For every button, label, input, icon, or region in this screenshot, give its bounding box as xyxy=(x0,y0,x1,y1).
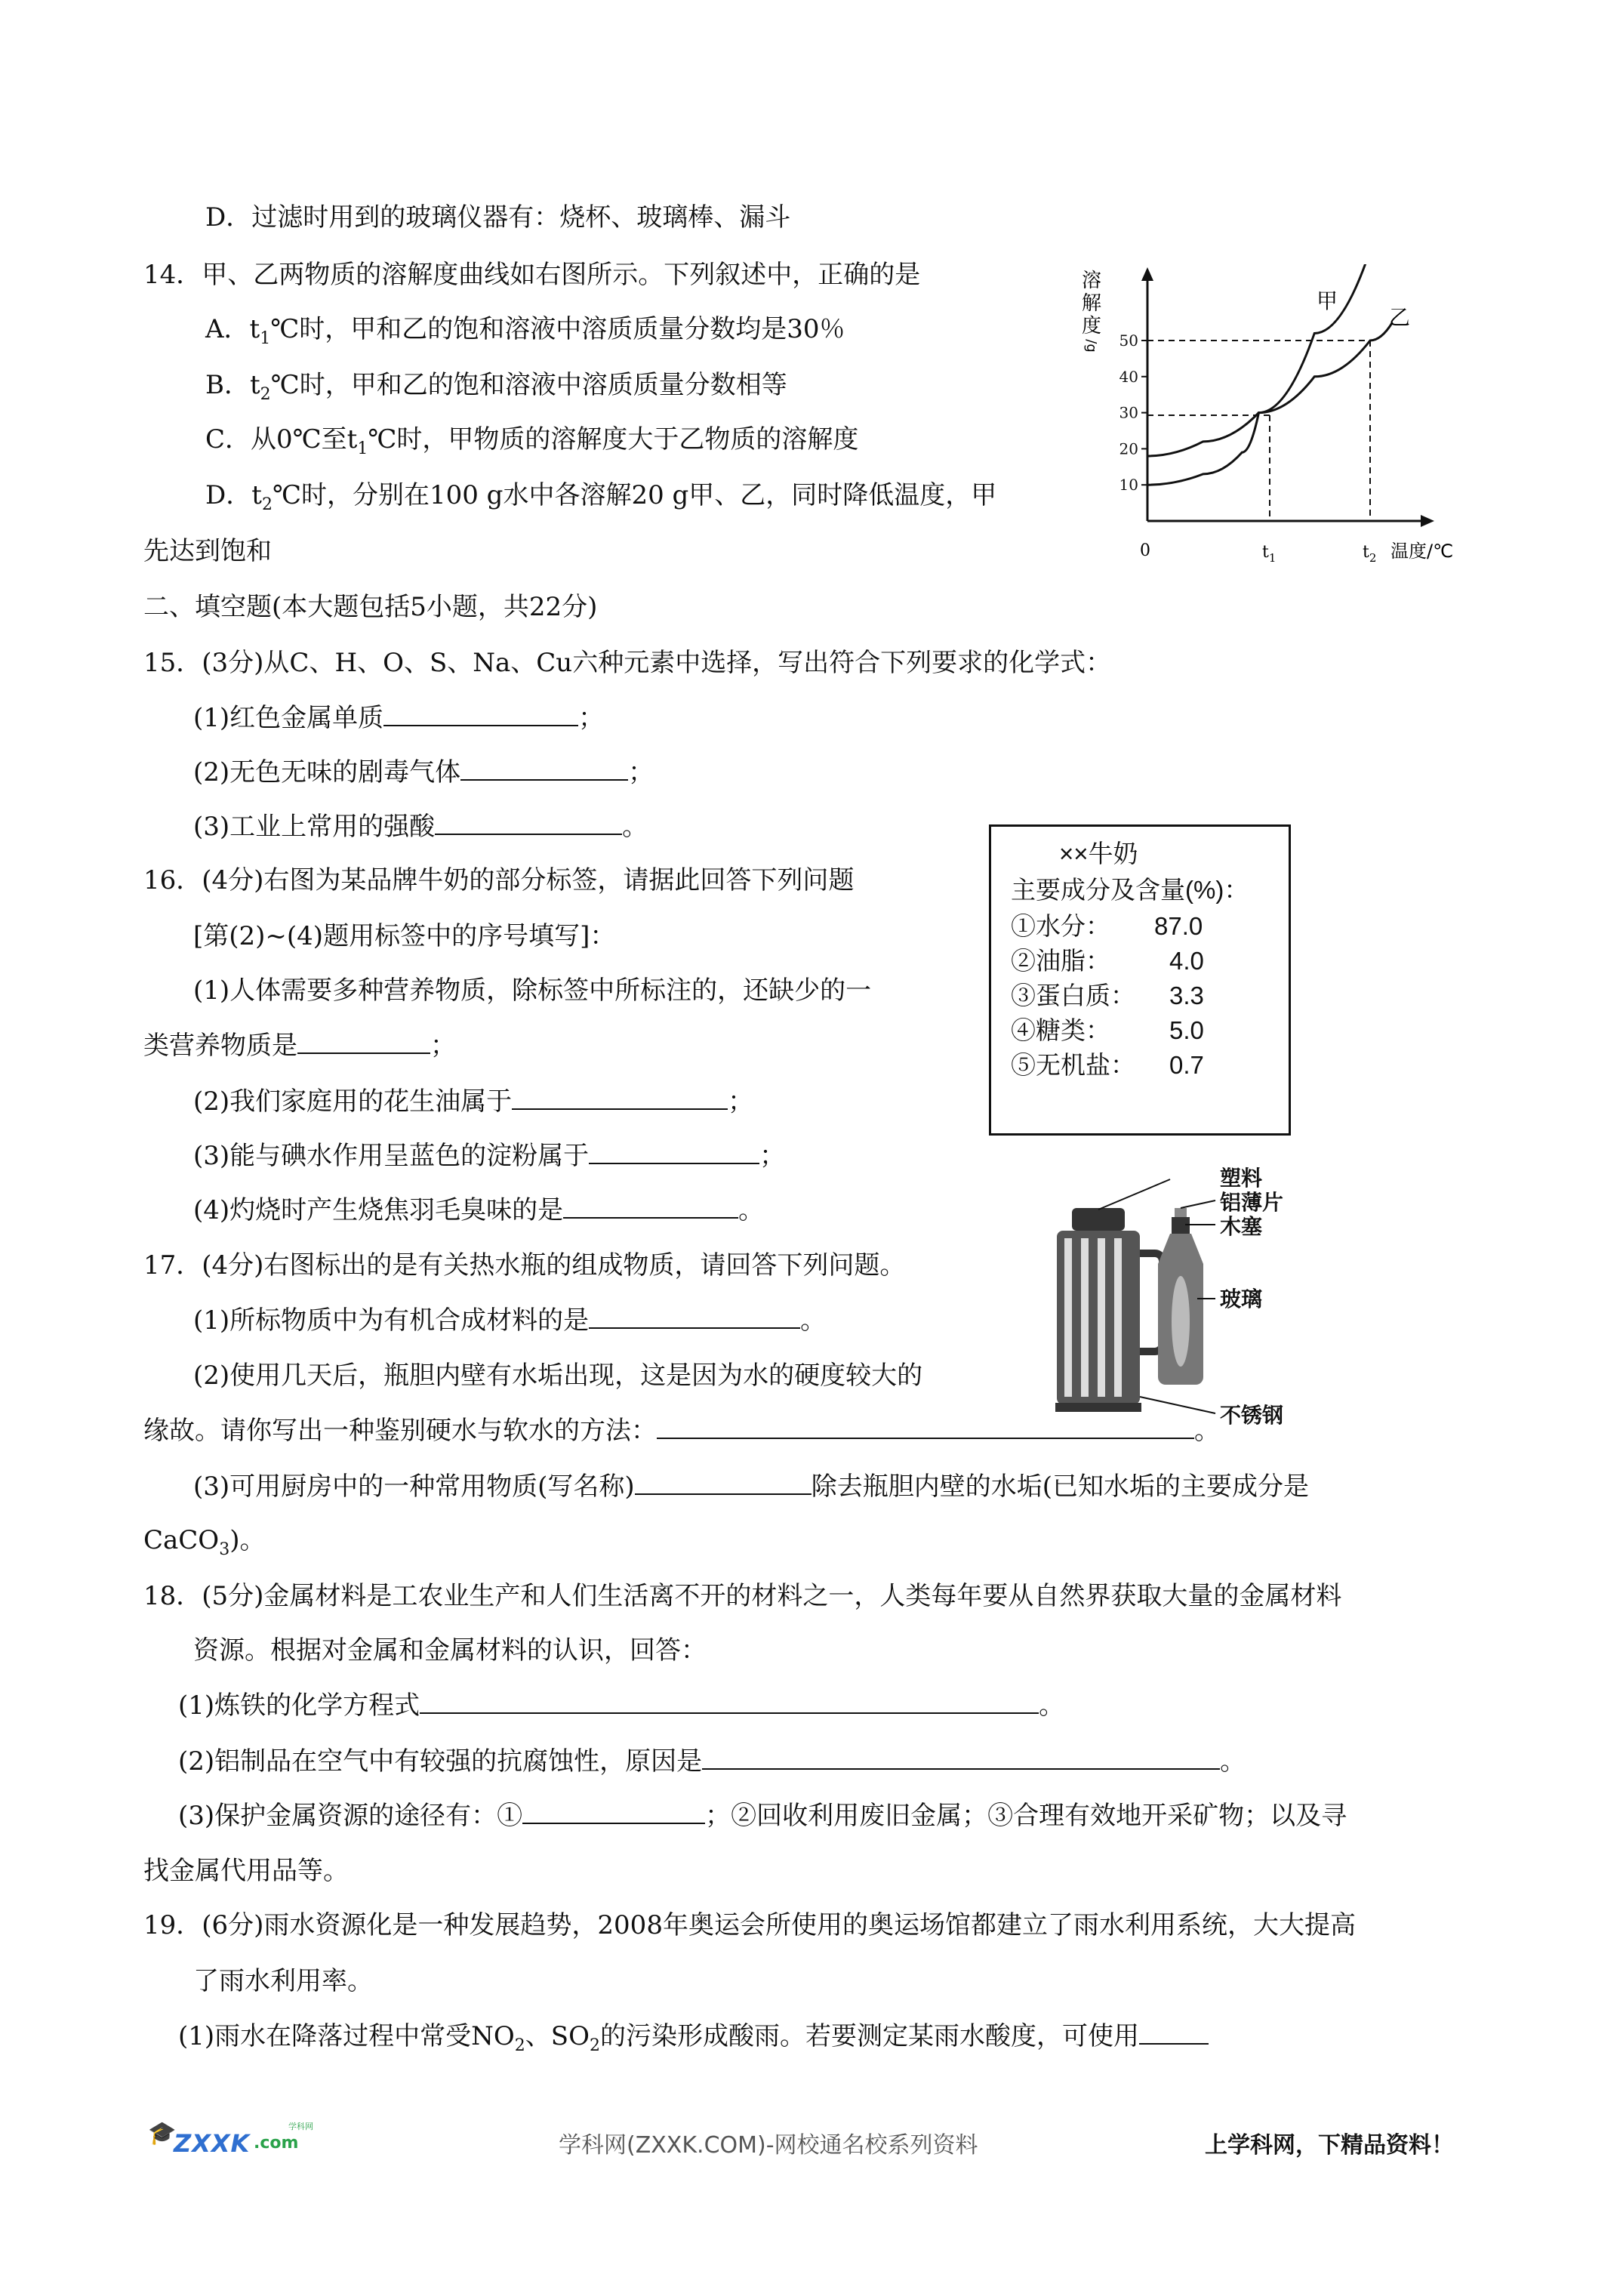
q15-answer-2-blank[interactable] xyxy=(460,755,628,781)
q17-part3-continued: CaCO$_3$)。 xyxy=(143,1525,266,1559)
y-tick-label-40: 40 xyxy=(1119,367,1138,386)
footer-right-text: 上学科网，下精品资料！ xyxy=(1205,2132,1454,2159)
q16-answer-1-blank[interactable] xyxy=(297,1028,430,1054)
y-tick-label-50: 50 xyxy=(1119,331,1138,350)
q14-option-d-continued: 先达到饱和 xyxy=(143,536,272,566)
chart-ylabel-2: 解 xyxy=(1081,292,1102,315)
q16-answer-4-blank[interactable] xyxy=(563,1193,738,1219)
q18-part2: (2)铝制品在空气中有较强的抗腐蚀性，原因是 。 xyxy=(178,1744,1246,1778)
milk-label-box xyxy=(989,824,1291,1136)
liner-foil xyxy=(1175,1208,1187,1217)
q19-answer-1-blank[interactable] xyxy=(1139,2019,1209,2045)
thermos-label-plastic: 塑料 xyxy=(1220,1166,1263,1191)
chart-y-ticks xyxy=(1119,331,1147,494)
y-tick-label-30: 30 xyxy=(1119,403,1138,422)
milk-item-1: ①水分： 87.0 xyxy=(1011,912,1203,940)
milk-label-title: ××牛奶 xyxy=(1059,840,1138,868)
q16-answer-2-blank[interactable] xyxy=(512,1084,728,1110)
q16-part4: (4)灼烧时产生烧焦羽毛臭味的是 。 xyxy=(193,1193,764,1227)
q17-answer-2-blank[interactable] xyxy=(657,1413,1194,1439)
solubility-chart xyxy=(1072,264,1495,581)
q17-part3: (3)可用厨房中的一种常用物质(写名称) 除去瓶胆内壁的水垢(已知水垢的主要成分是 xyxy=(193,1469,1309,1503)
q16-answer-3-blank[interactable] xyxy=(589,1139,759,1164)
q16-part3: (3)能与碘水作用呈蓝色的淀粉属于 ； xyxy=(193,1139,785,1173)
q14-stem: 14．甲、乙两物质的溶解度曲线如右图所示。下列叙述中，正确的是 xyxy=(143,260,921,290)
q17-stem: 17．(4分)右图标出的是有关热水瓶的组成物质，请回答下列问题。 xyxy=(143,1250,906,1281)
q14-option-c: C．从0℃至$t_1℃$时，甲物质的溶解度大于乙物质的溶解度 xyxy=(205,424,859,458)
y-tick-label-10: 10 xyxy=(1119,476,1138,495)
thermos-label-glass: 玻璃 xyxy=(1220,1287,1263,1311)
thermos-lid xyxy=(1072,1208,1125,1231)
q17-part2: (2)使用几天后，瓶胆内壁有水垢出现，这是因为水的硬度较大的 xyxy=(193,1361,923,1391)
q16-note: [第(2)~(4)题用标签中的序号填写]： xyxy=(193,921,616,951)
q15-answer-1-blank[interactable] xyxy=(383,701,578,726)
q18-answer-3-blank[interactable] xyxy=(522,1798,705,1824)
y-tick-label-20: 20 xyxy=(1119,439,1138,458)
q19-stem-continued: 了雨水利用率。 xyxy=(193,1966,373,1996)
thermos-label-aluminum: 铝薄片 xyxy=(1220,1190,1284,1215)
q14-option-a: A．$t_1℃$时，甲和乙的饱和溶液中溶质质量分数均是30％ xyxy=(205,314,845,348)
q19-part1: (1)雨水在降落过程中常受$NO_2$、$SO_2$的污染形成酸雨。若要测定某雨水酸度，可使用 xyxy=(178,2019,1209,2063)
curve-yi xyxy=(1147,322,1393,456)
logo-small-text: 学科网 xyxy=(288,2122,313,2131)
q16-part1: (1)人体需要多种营养物质，除标签中所标注的，还缺少的一 xyxy=(193,975,872,1006)
milk-item-3: ③蛋白质： 3.3 xyxy=(1011,982,1204,1009)
q14-option-d: D．$t_2℃$时，分别在100 g水中各溶解20 g甲、乙，同时降低温度，甲 xyxy=(205,480,997,514)
q18-part3: (3)保护金属资源的途径有：① ；②回收利用废旧金属；③合理有效地开采矿物；以及寻 xyxy=(178,1798,1347,1832)
series-label-yi: 乙 xyxy=(1389,305,1411,330)
q18-part3-continued: 找金属代用品等。 xyxy=(143,1856,349,1886)
q17-part2-continued: 缘故。请你写出一种鉴别硬水与软水的方法： 。 xyxy=(143,1413,1220,1447)
milk-item-5: ⑤无机盐： 0.7 xyxy=(1011,1051,1204,1079)
chart-ylabel-1: 溶 xyxy=(1081,270,1102,292)
q15-part2: (2)无色无味的剧毒气体 ； xyxy=(193,755,654,789)
thermos-label-cork: 木塞 xyxy=(1220,1214,1263,1239)
logo-graduate-icon: 🎓 xyxy=(148,2120,177,2147)
q18-answer-2-blank[interactable] xyxy=(702,1744,1220,1770)
logo-text: ZXXK xyxy=(174,2129,251,2158)
series-label-jia: 甲 xyxy=(1317,288,1338,313)
q17-answer-1-blank[interactable] xyxy=(589,1303,800,1329)
q15-part1: (1)红色金属单质 ； xyxy=(193,701,604,735)
q16-stem: 16．(4分)右图为某品牌牛奶的部分标签，请据此回答下列问题 xyxy=(143,865,855,895)
milk-label-subtitle: 主要成分及含量(%)： xyxy=(1011,876,1249,904)
q15-stem: 15．(3分)从C、H、O、S、Na、Cu六种元素中选择，写出符合下列要求的化学式： xyxy=(143,648,1112,678)
milk-item-4: ④糖类： 5.0 xyxy=(1011,1016,1204,1044)
chart-ylabel-3: 度 xyxy=(1081,315,1102,337)
thermos-illustration xyxy=(1042,1163,1329,1435)
milk-item-2: ②油脂： 4.0 xyxy=(1011,947,1204,975)
chart-xlabel: 温度/℃ xyxy=(1390,541,1454,562)
chart-x-tick-t1: $t_1$ xyxy=(1262,543,1277,565)
footer-logo[interactable] xyxy=(148,2120,337,2165)
q18-part1: (1)炼铁的化学方程式 。 xyxy=(178,1688,1064,1722)
q16-part2: (2)我们家庭用的花生油属于 ； xyxy=(193,1084,753,1118)
q18-answer-1-blank[interactable] xyxy=(420,1688,1039,1714)
q15-answer-3-blank[interactable] xyxy=(435,809,622,835)
q16-part1-continued: 类营养物质是 ； xyxy=(143,1028,456,1062)
q18-stem-continued: 资源。根据对金属和金属材料的认识，回答： xyxy=(193,1635,707,1666)
q17-part1: (1)所标物质中为有机合成材料的是 。 xyxy=(193,1303,826,1337)
footer-center-text: 学科网(ZXXK.COM)-网校通名校系列资料 xyxy=(559,2132,978,2159)
chart-x-tick-t2: $t_2$ xyxy=(1363,543,1377,565)
q19-stem: 19．(6分)雨水资源化是一种发展趋势，2008年奥运会所使用的奥运场馆都建立了雨水利用系统，大大提高 xyxy=(143,1910,1356,1940)
chart-origin: 0 xyxy=(1140,541,1150,560)
q13-option-d: D．过滤时用到的玻璃仪器有：烧杯、玻璃棒、漏斗 xyxy=(205,202,791,233)
chart-y-arrow xyxy=(1141,267,1153,281)
thermos-label-steel: 不锈钢 xyxy=(1220,1403,1284,1428)
liner-highlight xyxy=(1172,1276,1190,1367)
logo-suffix: .com xyxy=(254,2134,299,2153)
q18-stem: 18．(5分)金属材料是工农业生产和人们生活离不开的材料之一，人类每年要从自然界获取大量的金属材料 xyxy=(143,1581,1342,1611)
q15-part3: (3)工业上常用的强酸 。 xyxy=(193,809,648,843)
section2-title: 二、填空题(本大题包括5小题，共22分) xyxy=(143,592,598,622)
chart-x-arrow xyxy=(1421,515,1434,527)
q14-option-b: B．$t_2℃$时，甲和乙的饱和溶液中溶质质量分数相等 xyxy=(205,370,787,404)
chart-ylabel-4: /g xyxy=(1083,339,1099,353)
thermos-base xyxy=(1055,1403,1141,1412)
q17-answer-3-blank[interactable] xyxy=(635,1469,812,1495)
